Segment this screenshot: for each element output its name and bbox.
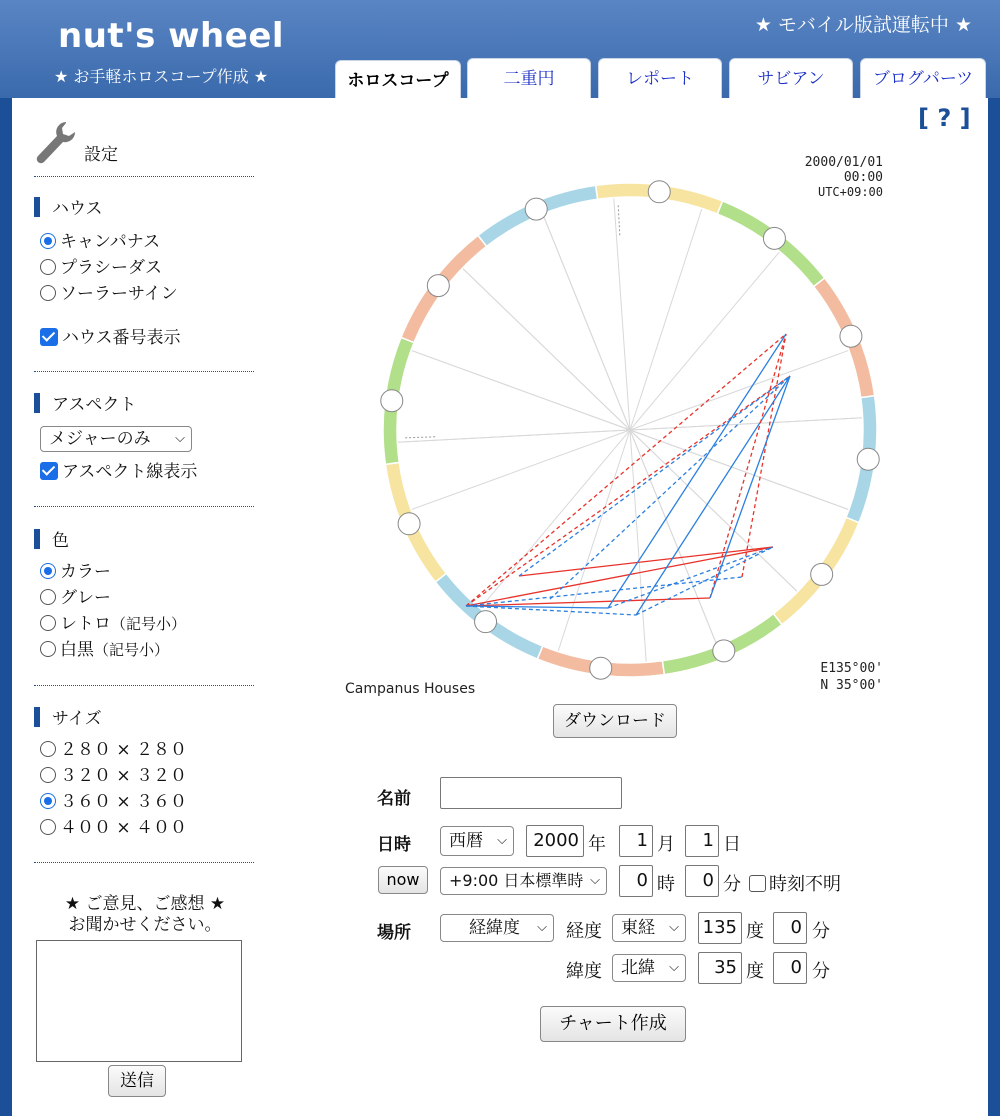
angle-marker (405, 437, 437, 438)
now-button[interactable]: now (378, 866, 428, 894)
house-section-title: ハウス (34, 194, 103, 219)
chevron-down-icon: ⌵ (669, 960, 679, 975)
aspect-line (519, 376, 790, 576)
longitude-label: 経度 (566, 921, 602, 942)
divider (34, 371, 254, 372)
latitude-minute-input[interactable]: 0 (773, 952, 807, 984)
aspect-line (710, 376, 790, 598)
color-option-gray[interactable]: グレー (40, 586, 111, 610)
download-button[interactable]: ダウンロード (553, 704, 677, 738)
zodiac-glyph-bg (713, 640, 735, 662)
chevron-down-icon: ⌵ (537, 920, 547, 935)
zodiac-glyph-bg (857, 448, 879, 470)
size-option-360[interactable]: ３６０ × ３６０ (40, 790, 187, 814)
chevron-down-icon: ⌵ (590, 868, 600, 894)
chevron-down-icon: ⌵ (497, 833, 507, 848)
divider (34, 506, 254, 507)
latitude-minute-unit: 分 (812, 961, 830, 982)
zodiac-glyph-bg (811, 563, 833, 585)
color-option-color[interactable]: カラー (40, 560, 111, 584)
divider (34, 685, 254, 686)
house-option-placidus[interactable]: プラシーダス (40, 256, 162, 280)
hour-input[interactable]: 0 (619, 865, 653, 897)
house-option-campanus[interactable]: キャンパナス (40, 230, 160, 254)
aspect-section-title: アスペクト (34, 390, 136, 415)
day-input[interactable]: 1 (685, 825, 719, 857)
aspect-line (710, 334, 786, 598)
feedback-textarea[interactable] (36, 940, 242, 1062)
latitude-label: 緯度 (566, 961, 602, 982)
aspect-line (608, 334, 786, 608)
zodiac-glyph-bg (398, 513, 420, 535)
house-option-solar-sign[interactable]: ソーラーサイン (40, 282, 178, 306)
name-input[interactable] (440, 777, 622, 809)
show-house-numbers-checkbox[interactable]: ハウス番号表示 (40, 326, 181, 350)
chart-longitude: E135°00' (820, 661, 883, 676)
color-section-title: 色 (34, 526, 69, 551)
zodiac-glyph-bg (381, 390, 403, 412)
zodiac-glyph-bg (590, 657, 612, 679)
zodiac-glyph-bg (475, 611, 497, 633)
tab-blog-parts[interactable]: ブログパーツ (860, 58, 986, 98)
zodiac-glyph-bg (648, 181, 670, 203)
zodiac-glyph-bg (763, 227, 785, 249)
year-input[interactable]: 2000 (526, 825, 584, 857)
timezone-select[interactable]: +9:00 日本標準時 ⌵ (440, 867, 607, 895)
year-unit: 年 (588, 834, 606, 855)
size-section-title: サイズ (34, 704, 102, 729)
main-panel (12, 98, 988, 1116)
aspect-line (636, 376, 790, 615)
send-button[interactable]: 送信 (108, 1065, 166, 1097)
wrench-icon (36, 120, 76, 164)
zodiac-glyph-bg (427, 275, 449, 297)
aspect-line (466, 547, 773, 606)
zodiac-glyph-bg (840, 325, 862, 347)
site-title[interactable]: nut's wheel (58, 16, 285, 56)
chart-latitude: N 35°00' (820, 678, 883, 693)
day-unit: 日 (723, 834, 741, 855)
hour-unit: 時 (657, 874, 675, 895)
longitude-degree-unit: 度 (746, 921, 764, 942)
horoscope-chart (340, 146, 890, 706)
minute-unit: 分 (723, 874, 741, 895)
size-option-400[interactable]: ４００ × ４００ (40, 816, 187, 840)
minute-input[interactable]: 0 (685, 865, 719, 897)
show-aspect-lines-checkbox[interactable]: アスペクト線表示 (40, 460, 197, 484)
latitude-direction-select[interactable]: 北緯 ⌵ (612, 954, 686, 982)
place-mode-select[interactable]: 経緯度 ⌵ (440, 914, 554, 942)
feedback-label: ★ ご意見、ご感想 ★ お聞かせください。 (64, 894, 226, 935)
chart-utc: UTC+09:00 (817, 185, 883, 199)
datetime-label: 日時 (377, 835, 411, 855)
color-option-mono[interactable]: 白黒（記号小） (40, 638, 169, 662)
aspect-line (742, 334, 786, 577)
tab-sabian[interactable]: サビアン (729, 58, 853, 98)
aspect-line (550, 376, 790, 599)
tab-double-chart[interactable]: 二重円 (467, 58, 591, 98)
mobile-version-link[interactable]: ★ モバイル版試運転中 ★ (754, 14, 972, 36)
longitude-direction-select[interactable]: 東経 ⌵ (612, 914, 686, 942)
latitude-degree-input[interactable]: 35 (698, 952, 742, 984)
place-label: 場所 (377, 923, 411, 943)
tab-horoscope[interactable]: ホロスコープ (335, 60, 461, 100)
chevron-down-icon: ⌵ (175, 431, 185, 446)
month-unit: 月 (657, 834, 675, 855)
longitude-degree-input[interactable]: 135 (698, 912, 742, 944)
angle-marker (618, 205, 620, 237)
size-option-280[interactable]: ２８０ × ２８０ (40, 738, 187, 762)
tab-report[interactable]: レポート (598, 58, 722, 98)
house-system-label: Campanus Houses (345, 681, 476, 697)
divider (34, 862, 254, 863)
divider (34, 176, 254, 177)
site-subtitle: ★ お手軽ホロスコープ作成 ★ (54, 67, 269, 86)
color-option-retro[interactable]: レトロ（記号小） (40, 612, 186, 636)
size-option-320[interactable]: ３２０ × ３２０ (40, 764, 187, 788)
aspect-select[interactable]: メジャーのみ ⌵ (40, 426, 192, 452)
era-select[interactable]: 西暦 ⌵ (440, 826, 514, 856)
latitude-degree-unit: 度 (746, 961, 764, 982)
zodiac-glyph-bg (525, 198, 547, 220)
longitude-minute-input[interactable]: 0 (773, 912, 807, 944)
create-chart-button[interactable]: チャート作成 (540, 1006, 686, 1042)
longitude-minute-unit: 分 (812, 921, 830, 942)
aspect-line (466, 376, 790, 606)
name-label: 名前 (377, 789, 411, 809)
settings-label: 設定 (84, 145, 118, 165)
chevron-down-icon: ⌵ (669, 920, 679, 935)
unknown-time-checkbox[interactable]: 時刻不明 (749, 870, 841, 896)
chart-time: 00:00 (843, 170, 883, 185)
house-cusp-line (543, 214, 718, 646)
help-link[interactable]: [ ? ] (918, 104, 971, 132)
month-input[interactable]: 1 (619, 825, 653, 857)
chart-date: 2000/01/01 (804, 155, 883, 170)
